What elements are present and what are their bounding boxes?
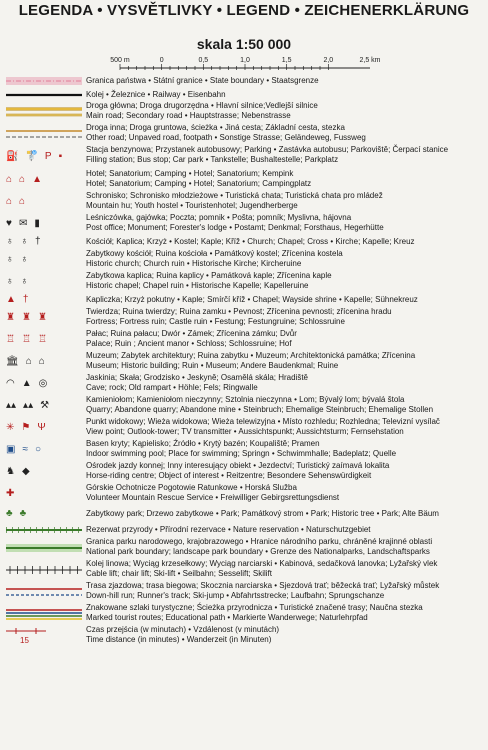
palace-icon: ♖ <box>37 334 47 345</box>
mountain-rescue-icon: ✚ <box>6 488 15 499</box>
legend-entry-filling-station <box>0 145 488 169</box>
scale-label: 1,0 <box>240 57 250 64</box>
ski-trail-line-symbol <box>6 586 82 598</box>
legend-line: Historic church; Church ruin • Historische Kirche; Kircheruine <box>86 258 302 268</box>
legend-entry-mountain-rescue <box>0 483 488 505</box>
legend-symbol <box>0 439 84 461</box>
legend-text <box>86 249 486 268</box>
legend-text <box>86 271 486 290</box>
legend-line: Trasa zjazdowa; trasa biegowa; Skocznia narciarska • Sjezdová trať; běžecká trať; Lyžařský můstek <box>86 581 440 590</box>
legend-line: Marked tourist routes; Educational path • Markierte Wanderwege; Naturlehrpfad <box>86 612 368 622</box>
scale-bar <box>0 54 488 76</box>
legend-line: Quarry; Abandone quarry; Abandone mine • Steinbruch; Ehemalige Steinbruch; Ehemalige Stollen <box>86 404 434 414</box>
legend-symbol <box>0 74 84 88</box>
legend-text <box>86 417 486 436</box>
legend-entry-national-park <box>0 537 488 559</box>
legend-text <box>86 603 486 622</box>
legend-line: Kościół; Kaplica; Krzyż • Kostel; Kaple; Kříž • Church; Chapel; Cross • Kirche; Kapelle; Kreuz <box>86 237 415 246</box>
historic-chapel-icon: ♁ <box>20 276 28 287</box>
legend-symbol <box>0 145 84 169</box>
historic-park-icon: ♣ <box>6 508 13 519</box>
forester-icon: ♥ <box>6 218 12 229</box>
legend-symbol <box>0 271 84 293</box>
legend-line: Ośrodek jazdy konnej; Inny interesujący obiekt • Jezdectví; Turistický zaímavá lokalita <box>86 461 390 470</box>
museum-icon: 🏛 <box>6 356 19 367</box>
wayside-shrine-icon: ▲ <box>6 294 16 305</box>
historic-park-icon: ♣ <box>19 508 27 519</box>
legend-symbol <box>0 191 84 213</box>
legend-entry-time-distance <box>0 625 488 647</box>
legend-line: Cave; rock; Old rampart • Höhle; Fels; Ringwalle <box>86 382 258 392</box>
legend-symbol <box>0 395 84 417</box>
cable-lift-line-symbol <box>6 564 82 576</box>
legend-symbol <box>0 293 84 307</box>
legend-line: Other road; Unpaved road, footpath • Sonstige Strasse; Geländeweg, Fussweg <box>86 132 366 142</box>
swimming-pool-icon: ○ <box>34 444 41 455</box>
legend-entry-fortress <box>0 307 488 329</box>
legend-symbol <box>0 373 84 395</box>
legend-entry-palace <box>0 329 488 351</box>
legend-line: Rezerwat przyrody • Přírodní rezervace • Nature reservation • Naturschutzgebiet <box>86 525 371 534</box>
legend-line: Down-hill run; Runner's track; Ski-jump • Abfahrtsstrecke; Laufbahn; Sprungschanze <box>86 590 385 600</box>
museum-icon: ⌂ <box>25 356 32 367</box>
legend-line: Volunteer Mountain Rescue Service • Freiwilliger Gebirgsrettungsdienst <box>86 492 340 502</box>
legend-entry-state-boundary <box>0 74 488 88</box>
filling-station-icon: ▪ <box>58 151 63 162</box>
legend-line: Punkt widokowy; Wieża widokowa; Wieża telewizyjna • Místo rozhledu; Rozhledna; Televizní vysílač <box>86 417 440 426</box>
legend-text <box>86 307 486 326</box>
scale-label: 500 m <box>110 57 130 64</box>
legend-text <box>86 525 486 535</box>
legend-line: Filling station; Bus stop; Car park • Tankstelle; Bushaltestelle; Parkplatz <box>86 154 339 164</box>
fortress-icon: ♜ <box>21 312 31 323</box>
legend-entry-ski-trail <box>0 581 488 603</box>
hotel-icon: ⌂ <box>19 174 26 185</box>
legend-entry-cable-lift <box>0 559 488 581</box>
legend-entry-historic-chapel <box>0 271 488 293</box>
legend-symbol <box>0 213 84 235</box>
legend-symbol <box>0 603 84 625</box>
church-icon: ♁ <box>6 236 14 247</box>
palace-icon: ♖ <box>6 334 15 345</box>
legend-line: Schronisko; Schronisko młodzieżowe • Turistická chata; Turistická chata pro mládež <box>86 191 383 200</box>
legend-symbol <box>0 88 84 101</box>
legend-entry-horse-riding <box>0 461 488 483</box>
legend-text <box>86 101 486 120</box>
horse-riding-icon: ♞ <box>6 466 15 477</box>
legend-text <box>86 191 486 210</box>
time-distance-value: 15 <box>20 636 29 645</box>
scale-subtitle: skala 1:50 000 <box>196 36 292 52</box>
legend-symbol <box>0 351 84 373</box>
legend-line: Granica państwa • Státní granice • State boundary • Staatsgrenze <box>86 76 319 85</box>
fortress-icon: ♜ <box>37 312 47 323</box>
time-distance-icon <box>6 627 46 645</box>
legend-line: Zabytkowy kościół; Ruina kościoła • Památkový kostel; Zřícenina kostela <box>86 249 343 258</box>
legend-line: Hotel; Sanatorium; Camping • Hotel; Sanatorium; Campingplatz <box>86 178 312 188</box>
legend-text <box>86 625 486 644</box>
legend-entry-forester <box>0 213 488 235</box>
legend-text <box>86 461 486 480</box>
cave-icon: ◠ <box>6 378 15 389</box>
legend-text <box>86 439 486 458</box>
legend-text <box>86 395 486 414</box>
legend-line: Zabytkowy park; Drzewo zabytkowe • Park; Památkový strom • Park; Historic tree • Park; Alte Bäum <box>86 509 439 518</box>
legend-symbol <box>0 123 84 145</box>
national-park-line-symbol <box>6 542 82 554</box>
legend-line: Zabytkowa kaplica; Ruina kaplicy • Památková kaple; Zřícenina kaple <box>86 271 332 280</box>
museum-icon: ⌂ <box>38 356 45 367</box>
railway-line-symbol <box>6 89 82 101</box>
filling-station-icon: P <box>44 151 52 162</box>
legend-text <box>86 351 486 370</box>
quarry-icon: ⚒ <box>40 400 50 411</box>
legend-text <box>86 169 486 188</box>
shelter-icon: ⌂ <box>19 196 26 207</box>
legend-entry-railway <box>0 88 488 101</box>
legend-line: Historic chapel; Chapel ruin • Historische Kapelle; Kapelleruine <box>86 280 309 290</box>
legend-line: Palace; Ruin ; Ancient manor • Schloss; Schlossruine; Hof <box>86 338 292 348</box>
view-point-icon: Ψ <box>37 422 46 433</box>
legend-symbol <box>0 101 84 123</box>
wayside-shrine-icon: † <box>22 294 29 305</box>
legend-entry-historic-church <box>0 249 488 271</box>
historic-church-icon: ♁ <box>6 254 14 265</box>
legend-text <box>86 76 486 86</box>
legend-entry-view-point <box>0 417 488 439</box>
legend-symbol <box>0 249 84 271</box>
cave-icon: ◎ <box>38 378 48 389</box>
legend-line: Mountain hu; Youth hostel • Touristenhotel; Jugendherberge <box>86 200 298 210</box>
legend-entry-other-road <box>0 123 488 145</box>
legend-line: Fortress; Fortress ruin; Castle ruin • Festung; Festungruine; Schlossruine <box>86 316 345 326</box>
legend-line: Twierdza; Ruina twierdzy; Ruina zamku • Pevnost; Zřícenina pevnosti; zřícenina hradu <box>86 307 392 316</box>
hotel-icon: ▲ <box>32 174 42 185</box>
legend-line: Horse-riding centre; Object of interest • Reitzentre; Besondere Sehenswürdigkeit <box>86 470 372 480</box>
legend-entry-cave <box>0 373 488 395</box>
legend-line: Post office; Monument; Forester's lodge • Postamt; Denkmal; Forsthaus, Hegerhütte <box>86 222 384 232</box>
legend-entry-museum <box>0 351 488 373</box>
legend-text <box>86 213 486 232</box>
scale-label: 1,5 <box>281 57 292 64</box>
legend-symbol <box>0 483 84 505</box>
legend-text <box>86 559 486 578</box>
legend-line: Hotel; Sanatorium; Camping • Hotel; Sanatorium; Kempink <box>86 169 294 178</box>
legend-line: Cable lift; chair lift; Ski-lift • Seilbahn; Sesselift; Skilift <box>86 568 272 578</box>
view-point-icon: ⚑ <box>21 422 31 433</box>
legend-line: Muzeum; Zabytek architektury; Ruina zabytku • Muzeum; Architektonická památka; Zřícenina <box>86 351 416 360</box>
legend-line: Kapliczka; Krzyż pokutny • Kaple; Smírčí kříž • Chapel; Wayside shrine • Kapelle; Sühnekreuz <box>86 295 418 304</box>
view-point-icon: ✳ <box>6 422 15 433</box>
legend-line: View point; Outlook-tower; TV transmitter • Aussichtspunkt; Aussichtsturm; Fernsehstation <box>86 426 404 436</box>
shelter-icon: ⌂ <box>6 196 13 207</box>
quarry-icon: ▴▴ <box>6 400 17 411</box>
legend-entry-swimming-pool <box>0 439 488 461</box>
legend-line: Museum; Historic building; Ruin • Museum; Andere Baudenkmal; Ruine <box>86 360 339 370</box>
other-road-line-symbol <box>6 128 82 140</box>
legend-symbol <box>0 417 84 439</box>
church-icon: ♁ <box>20 236 28 247</box>
legend-entry-shelter <box>0 191 488 213</box>
legend-line: Time distance (in minutes) • Wanderzeit (in Minuten) <box>86 634 272 644</box>
legend-line: Kamieniołom; Kamieniołom nieczynny; Sztolnia nieczynna • Lom; Bývalý lom; bývalá štola <box>86 395 405 404</box>
swimming-pool-icon: ▣ <box>6 444 16 455</box>
legend-line: Indoor swimming pool; Place for swimming; Springn • Schwimmhalle; Badeplatz; Quelle <box>86 448 397 458</box>
historic-church-icon: ♁ <box>20 254 28 265</box>
legend-entry-marked-trails <box>0 603 488 625</box>
scale-label: 0 <box>159 57 164 64</box>
fortress-icon: ♜ <box>6 312 15 323</box>
forester-icon: ▮ <box>34 218 40 229</box>
legend-line: Stacja benzynowa; Przystanek autobusowy; Parking • Zastávka autobusu; Parkoviště; Čerpací stanice <box>86 145 449 154</box>
horse-riding-icon: ◆ <box>21 466 30 477</box>
legend-entry-nature-reserve <box>0 523 488 537</box>
legend-line: Czas przejścia (w minutach) • Vzdálenost (v minutách) <box>86 625 280 634</box>
legend-line: Main road; Secondary road • Hauptstrasse; Nebenstrasse <box>86 110 291 120</box>
legend-symbol <box>0 537 84 559</box>
legend-line: Basen kryty; Kąpielisko; Źródło • Krytý bazén; Koupaliště; Pramen <box>86 439 320 448</box>
legend-line: Droga główna; Droga drugorzędna • Hlavní silnice;Vedlejší silnice <box>86 101 318 110</box>
legend-symbol <box>0 625 84 647</box>
page-title: LEGENDA • VYSVĚTLIVKY • LEGEND • ZEICHENERKLÄRUNG <box>18 2 470 19</box>
legend-text <box>86 295 486 305</box>
legend-entry-church <box>0 235 488 249</box>
main-road-line-symbol <box>6 106 82 118</box>
forester-icon: ✉ <box>18 218 28 229</box>
scale-label: 2,0 <box>323 57 334 64</box>
legend-entry-main-road <box>0 101 488 123</box>
legend-symbol <box>0 559 84 581</box>
legend-line: Granica parku narodowego, krajobrazowego • Hranice národního parku, chráněné krajinné oblasti <box>86 537 433 546</box>
legend-symbol <box>0 461 84 483</box>
legend-line: Kolej linowa; Wyciąg krzesełkowy; Wyciąg narciarski • Kabinová, sedačková lanovka; Lyžařský vlek <box>86 559 438 568</box>
legend-line: Leśniczówka, gajówka; Poczta; pomnik • Pošta; pomník; Myslivna, hájovna <box>86 213 352 222</box>
legend-symbol <box>0 307 84 329</box>
legend-entry-quarry <box>0 395 488 417</box>
legend-line: Kolej • Železnice • Railway • Eisenbahn <box>86 89 226 99</box>
legend-symbol <box>0 581 84 603</box>
palace-icon: ♖ <box>21 334 31 345</box>
legend-text <box>86 373 486 392</box>
legend-line: Pałac; Ruina pałacu; Dwór • Zámek; Zřícenina zámku; Dvůr <box>86 329 297 338</box>
legend-text <box>86 581 486 600</box>
legend-symbol <box>0 329 84 351</box>
legend-text <box>86 509 486 519</box>
legend-line: Droga inna; Droga gruntowa, ścieżka • Jiná cesta; Základní cesta, stezka <box>86 123 345 132</box>
scale-label: 0,5 <box>198 57 209 64</box>
legend-symbol <box>0 505 84 523</box>
legend-entry-hotel <box>0 169 488 191</box>
hotel-icon: ⌂ <box>6 174 13 185</box>
swimming-pool-icon: ≈ <box>22 444 28 455</box>
legend-line: Górskie Ochotnicze Pogotowie Ratunkowe • Horská Služba <box>86 483 297 492</box>
legend-symbol <box>0 523 84 537</box>
legend-text <box>86 90 486 100</box>
historic-chapel-icon: ♁ <box>6 276 14 287</box>
legend-symbol <box>0 235 84 249</box>
legend-line: Jaskinia; Skała; Grodzisko • Jeskyně; Osamělá skála; Hradiště <box>86 373 308 382</box>
legend-entry-wayside-shrine <box>0 293 488 307</box>
legend-text <box>86 537 486 556</box>
state-boundary-line-symbol <box>6 75 82 87</box>
marked-trails-line-symbol <box>6 608 82 620</box>
legend-text <box>86 483 486 502</box>
legend-text <box>86 145 486 164</box>
legend-text <box>86 237 486 247</box>
legend-text <box>86 123 486 142</box>
church-icon: † <box>35 236 41 247</box>
scale-label: 2,5 km <box>359 57 381 64</box>
filling-station-icon: ⛽ <box>6 151 19 162</box>
legend-symbol <box>0 169 84 191</box>
cave-icon: ▲ <box>21 378 32 389</box>
legend-text <box>86 329 486 348</box>
quarry-icon: ▴▴ <box>23 400 34 411</box>
filling-station-icon: 🚏 <box>25 151 38 162</box>
nature-reserve-line-symbol <box>6 524 82 536</box>
legend-line: Znakowane szlaki turystyczne; Ścieżka przyrodnicza • Turistické značené trasy; Naučna stezka <box>86 603 423 612</box>
legend-line: National park boundary; landscape park boundary • Grenze des Nationalparks, Landschaftsparks <box>86 546 430 556</box>
legend-entry-historic-park <box>0 505 488 523</box>
